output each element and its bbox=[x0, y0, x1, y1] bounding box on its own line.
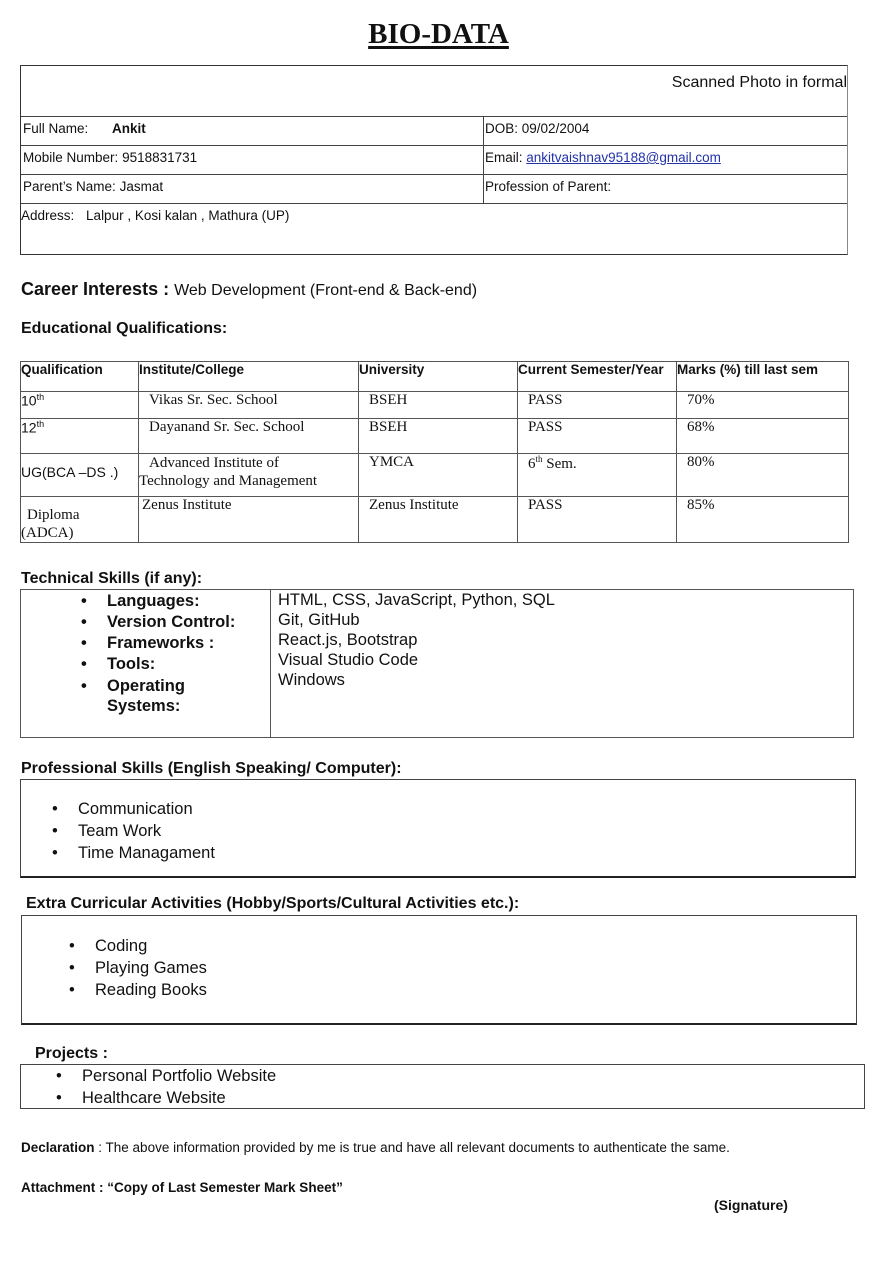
technical-skills-box bbox=[20, 589, 854, 738]
cell-marks: 80% bbox=[677, 454, 849, 497]
divider bbox=[483, 116, 484, 203]
skill-value: React.js, Bootstrap bbox=[278, 631, 418, 649]
cell-university: BSEH bbox=[359, 392, 518, 419]
photo-placeholder: Scanned Photo in formal bbox=[671, 74, 847, 91]
email-link[interactable]: ankitvaishnav95188@gmail.com bbox=[526, 150, 721, 165]
cell-semester: PASS bbox=[518, 497, 677, 543]
cell-qualification: UG(BCA –DS .) bbox=[21, 454, 139, 497]
table-row bbox=[21, 497, 849, 543]
cell-university: Zenus Institute bbox=[359, 497, 518, 543]
list-item: • Communication bbox=[78, 800, 193, 819]
parent-name-value: Jasmat bbox=[119, 179, 164, 194]
list-item: • Reading Books bbox=[95, 981, 207, 1000]
header-university: University bbox=[359, 362, 518, 392]
cell-marks: 68% bbox=[677, 419, 849, 454]
cell-semester: PASS bbox=[518, 392, 677, 419]
header-qualification: Qualification bbox=[21, 362, 139, 392]
technical-skills-heading: Technical Skills (if any): bbox=[21, 570, 203, 587]
skill-label: • Version Control: bbox=[107, 612, 235, 632]
cell-semester: PASS bbox=[518, 419, 677, 454]
header-semester: Current Semester/Year bbox=[518, 362, 677, 392]
skill-value: Visual Studio Code bbox=[278, 651, 419, 669]
parent-profession-field: Profession of Parent: bbox=[485, 179, 612, 194]
table-row bbox=[21, 419, 849, 454]
skill-value: HTML, CSS, JavaScript, Python, SQL bbox=[278, 591, 555, 609]
projects-heading: Projects : bbox=[35, 1045, 108, 1062]
header-marks: Marks (%) till last sem bbox=[677, 362, 849, 392]
table-row bbox=[21, 454, 849, 497]
divider bbox=[21, 145, 847, 146]
table-row bbox=[21, 392, 849, 419]
professional-skills-box bbox=[20, 779, 856, 878]
extra-curricular-box bbox=[21, 915, 857, 1025]
dob-field: DOB: 09/02/2004 bbox=[485, 121, 590, 136]
address-value: Lalpur , Kosi kalan , Mathura (UP) bbox=[86, 208, 290, 223]
skill-value: Git, GitHub bbox=[278, 611, 360, 629]
education-table bbox=[20, 361, 849, 543]
skill-label: • Frameworks : bbox=[107, 633, 214, 653]
education-heading: Educational Qualifications: bbox=[21, 320, 228, 337]
cell-institute: Dayanand Sr. Sec. School bbox=[139, 419, 359, 454]
cell-qualification: 10th bbox=[21, 392, 139, 419]
professional-skills-heading: Professional Skills (English Speaking/ Computer): bbox=[21, 760, 402, 777]
list-item: • Coding bbox=[95, 937, 147, 956]
divider bbox=[21, 174, 847, 175]
list-item: • Healthcare Website bbox=[82, 1089, 226, 1108]
divider bbox=[21, 116, 847, 117]
technical-skill-labels bbox=[21, 590, 271, 737]
page-title: BIO-DATA bbox=[368, 18, 509, 50]
email-field: Email: ankitvaishnav95188@gmail.com bbox=[485, 150, 721, 165]
list-item: • Time Managament bbox=[78, 844, 215, 863]
cell-institute: Zenus Institute bbox=[139, 497, 359, 543]
full-name-value: Ankit bbox=[112, 121, 146, 136]
mobile-field: Mobile Number: 9518831731 bbox=[23, 150, 198, 165]
declaration: Declaration : The above information provided by me is true and have all relevant documents to authenticate the same. bbox=[21, 1140, 730, 1155]
extra-curricular-heading: Extra Curricular Activities (Hobby/Sports/Cultural Activities etc.): bbox=[26, 895, 520, 912]
skill-value: Windows bbox=[278, 671, 345, 689]
cell-institute: Vikas Sr. Sec. School bbox=[139, 392, 359, 419]
cell-qualification: Diploma (ADCA) bbox=[21, 497, 139, 543]
cell-marks: 70% bbox=[677, 392, 849, 419]
cell-university: BSEH bbox=[359, 419, 518, 454]
career-interests: Career Interests : Web Development (Front-end & Back-end) bbox=[21, 279, 478, 299]
cell-marks: 85% bbox=[677, 497, 849, 543]
full-name-field: Full Name: Ankit bbox=[23, 121, 146, 136]
career-interests-value: Web Development (Front-end & Back-end) bbox=[174, 282, 478, 299]
list-item: • Playing Games bbox=[95, 959, 207, 978]
list-item: • Personal Portfolio Website bbox=[82, 1067, 276, 1086]
skill-label: • Operating bbox=[107, 676, 185, 696]
skill-label: Systems: bbox=[107, 697, 181, 715]
divider bbox=[21, 203, 847, 204]
cell-university: YMCA bbox=[359, 454, 518, 497]
personal-details-box bbox=[20, 65, 848, 255]
skill-label: • Tools: bbox=[107, 654, 155, 674]
cell-institute: Advanced Institute of Technology and Management bbox=[139, 454, 359, 497]
address-field: Address: Lalpur , Kosi kalan , Mathura (UP) bbox=[21, 208, 290, 223]
projects-box bbox=[20, 1064, 865, 1109]
attachment: Attachment : “Copy of Last Semester Mark Sheet” bbox=[21, 1180, 343, 1195]
cell-semester: 6th Sem. bbox=[518, 454, 677, 497]
mobile-value: 9518831731 bbox=[122, 150, 198, 165]
cell-qualification: 12th bbox=[21, 419, 139, 454]
parent-name-field: Parent’s Name: Jasmat bbox=[23, 179, 164, 194]
skill-label: • Languages: bbox=[107, 591, 200, 611]
table-header-row bbox=[21, 362, 849, 392]
header-institute: Institute/College bbox=[139, 362, 359, 392]
dob-value: 09/02/2004 bbox=[521, 121, 590, 136]
list-item: • Team Work bbox=[78, 822, 161, 841]
signature: (Signature) bbox=[714, 1197, 788, 1213]
